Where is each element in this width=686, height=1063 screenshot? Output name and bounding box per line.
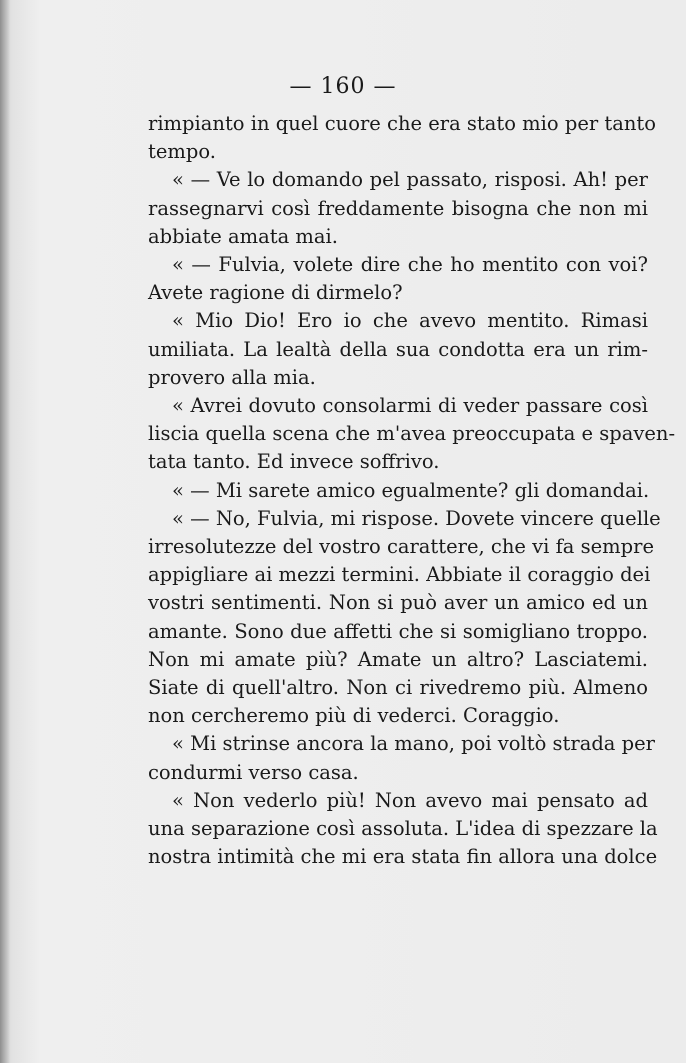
text-line: « Avrei dovuto consolarmi di veder passare così [172,394,648,418]
text-line: condurmi verso casa. [148,760,359,784]
text-line: Siate di quell'altro. Non ci rivedremo più. Almeno [148,676,648,700]
text-line: abbiate amata mai. [148,224,338,248]
text-line: « Mio Dio! Ero io che avevo mentito. Rimasi [172,309,648,333]
text-line: rassegnarvi così freddamente bisogna che non mi [148,196,648,220]
text-line: tempo. [148,140,216,164]
text-line: tata tanto. Ed invece soffrivo. [148,450,440,474]
text-line: Non mi amate più? Amate un altro? Lasciatemi. [148,647,648,671]
text-line: non cercheremo più di vederci. Coraggio. [148,704,560,728]
text-line: liscia quella scena che m'avea preoccupata e spaven- [148,422,676,446]
text-line: amante. Sono due affetti che si somigliano troppo. [148,619,648,643]
text-line: « — Ve lo domando pel passato, risposi. Ah! per [172,168,648,192]
text-line: « — No, Fulvia, mi rispose. Dovete vincere quelle [172,506,661,530]
text-line: « Non vederlo più! Non avevo mai pensato ad [172,788,648,812]
page-body-text [148,110,676,871]
text-line: nostra intimità che mi era stata fin allora una dolce [148,845,658,869]
text-line: irresolutezze del vostro carattere, che vi fa sempre [148,535,655,559]
text-line: vostri sentimenti. Non si può aver un amico ed un [148,591,648,615]
page-number: — 160 — [289,74,397,99]
text-line: rimpianto in quel cuore che era stato mio per tanto [148,112,656,135]
text-line: provero alla mia. [148,365,316,389]
text-line: una separazione così assoluta. L'idea di spezzare la [148,817,658,841]
text-line: Avete ragione di dirmelo? [148,281,403,305]
text-line: « — Mi sarete amico egualmente? gli domandai. [172,478,650,502]
text-line: « — Fulvia, volete dire che ho mentito con voi? [172,253,648,277]
text-line: appigliare ai mezzi termini. Abbiate il coraggio dei [148,563,651,587]
text-line: « Mi strinse ancora la mano, poi voltò strada per [172,732,655,756]
text-line: umiliata. La lealtà della sua condotta era un rim- [148,337,648,361]
page-binding-edge [0,0,10,1063]
